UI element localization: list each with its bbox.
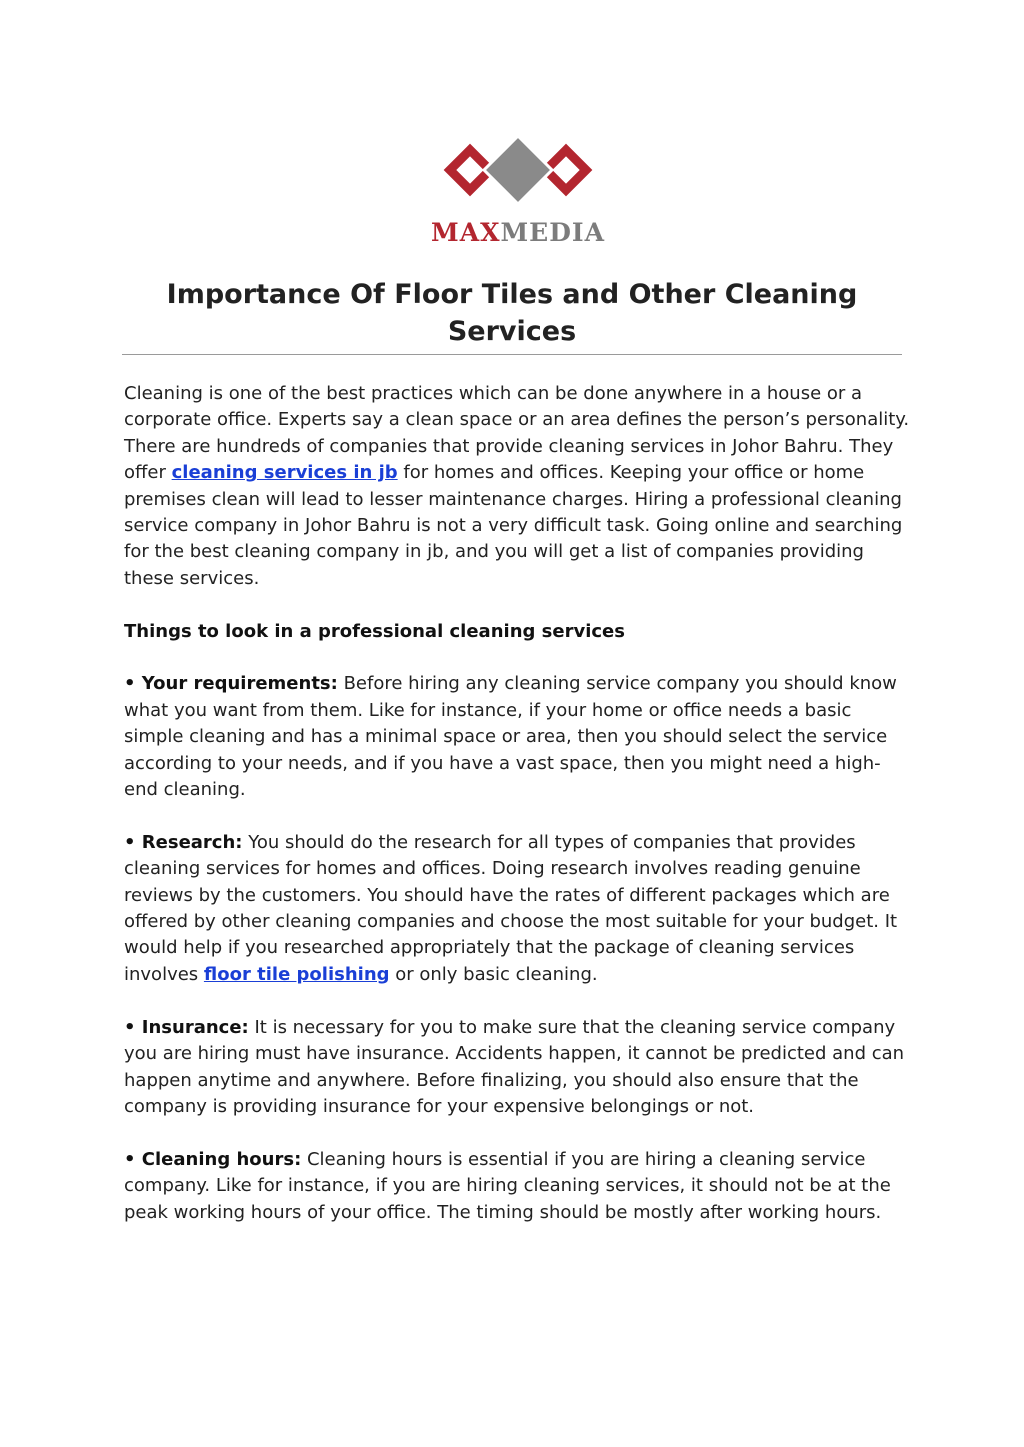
section-text: Before hiring any cleaning service company you should know what you want from them. Like for instance, if your home or office needs a basic simple cleaning and has a minimal space or area, then you should select the service according to your needs, and if you have a vast space, then you might need a high-end cleaning. [124,673,897,801]
intro-text-after: for homes and offices. Keeping your office or home premises clean will lead to lesser maintenance charges. Hiring a professional cleaning service company in Johor Bahru is not a very difficult task. Going online and searching for the best cleaning company in jb, and you will get a list of companies providing these services. [124,462,903,589]
logo-word-max: MAX [431,218,501,247]
section-label: Research: [141,831,243,853]
subheading [124,619,910,645]
bullet-icon: • [124,1148,136,1170]
title-divider [122,354,902,355]
bullet-icon: • [124,831,136,853]
intro-text-before: Cleaning is one of the best practices which can be done anywhere in a house or a corporate office. Experts say a clean space or an area defines the person’s personality. There are hundreds of companies that provide cleaning services in Johor Bahru. They offer [124,383,910,484]
section-insurance [124,1015,910,1121]
page-title: Importance Of Floor Tiles and Other Cleaning Services [166,279,858,347]
logo-word-media: MEDIA [500,218,605,247]
article-body [124,381,910,1252]
bullet-cleaning-hours [124,1149,301,1170]
section-research [124,830,910,988]
section-text-after: or only basic cleaning. [389,963,598,985]
cleaning-services-jb-link[interactable]: cleaning services in jb [171,462,398,484]
bullet-requirements [124,673,338,694]
logo-diamonds-icon [426,130,610,218]
section-requirements [124,671,910,803]
section-text: It is necessary for you to make sure that the cleaning service company you are hiring must have insurance. Accidents happen, it cannot be predicted and can happen anytime and anywhere. Before finalizing, you should also ensure that the company is providing insurance for your expensive belongings or not. [124,1016,905,1117]
logo-wordmark [426,218,610,248]
section-text: You should do the research for all types of companies that provides cleaning services for homes and offices. Doing research involves reading genuine reviews by the customers. You should have the rates of different packages which are offered by other cleaning companies and choose the most suitable for your budget. It would help if you researched appropriately that the package of cleaning services involves [124,831,898,985]
floor-tile-polishing-link[interactable]: floor tile polishing [203,963,390,985]
intro-paragraph [124,381,910,592]
section-cleaning-hours [124,1147,910,1226]
section-label: Insurance: [141,1016,249,1038]
section-text: Cleaning hours is essential if you are hiring a cleaning service company. Like for instance, if you are hiring cleaning services, it should not be at the peak working hours of your office. The timing should be mostly after working hours. [124,1148,891,1223]
section-label: Cleaning hours: [141,1148,302,1170]
maxmedia-logo [426,130,610,250]
section-label: Your requirements: [141,673,338,695]
bullet-icon: • [124,673,136,695]
bullet-icon: • [124,1016,136,1038]
subheading-text: Things to look in a professional cleaning services [124,620,625,642]
bullet-insurance [124,1017,249,1038]
bullet-research [124,832,243,853]
